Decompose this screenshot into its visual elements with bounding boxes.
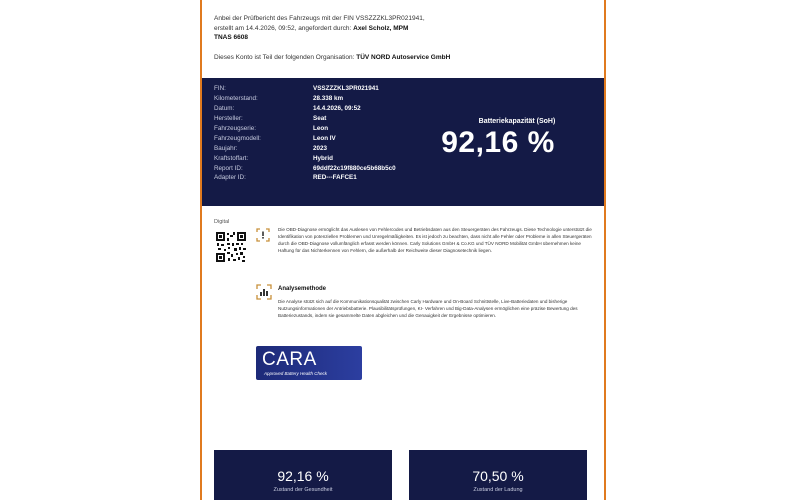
vehicle-info-value: 28.338 km bbox=[313, 95, 344, 103]
vehicle-info-row bbox=[214, 143, 396, 153]
vehicle-info-row bbox=[214, 84, 396, 94]
vehicle-info-key: Kraftstoffart: bbox=[214, 154, 249, 162]
kpi-card-soh bbox=[214, 450, 392, 500]
organization-line bbox=[214, 54, 450, 61]
cara-logo bbox=[256, 346, 362, 380]
vehicle-info-row bbox=[214, 104, 396, 114]
vehicle-info-row bbox=[214, 94, 396, 104]
soh-value: 92,16 % bbox=[441, 126, 555, 159]
vehicle-info-row bbox=[214, 153, 396, 163]
organization-prefix: Dieses Konto ist Teil der folgenden Organisation: bbox=[214, 54, 355, 61]
intro-text bbox=[214, 14, 594, 43]
vehicle-info-key: Baujahr: bbox=[214, 144, 238, 152]
requester-id: TNAS 6608 bbox=[214, 34, 248, 41]
kpi-value: 92,16 % bbox=[277, 468, 329, 484]
vehicle-info-key: Hersteller: bbox=[214, 115, 243, 123]
vehicle-info-value: Leon IV bbox=[313, 134, 336, 142]
soh-label: Batteriekapazität (SoH) bbox=[478, 118, 556, 125]
vehicle-info-row bbox=[214, 173, 396, 183]
vehicle-info-row bbox=[214, 163, 396, 173]
vehicle-info-key: Report ID: bbox=[214, 164, 243, 172]
qr-code-icon bbox=[215, 231, 247, 263]
cara-logo-title: CARA bbox=[262, 349, 317, 370]
intro-line-3 bbox=[214, 33, 594, 43]
organization-name: TÜV NORD Autoservice GmbH bbox=[356, 54, 451, 61]
vehicle-info-value: 14.4.2026, 09:52 bbox=[313, 105, 361, 113]
intro-line-2 bbox=[214, 24, 594, 34]
requester-name: Axel Scholz, MPM bbox=[353, 24, 409, 32]
kpi-value: 70,50 % bbox=[472, 468, 524, 484]
page-frame-right bbox=[604, 0, 606, 500]
vehicle-info-value: Hybrid bbox=[313, 154, 333, 162]
vehicle-info-value: Leon bbox=[313, 125, 329, 132]
kpi-label: Zustand der Gesundheit bbox=[273, 487, 333, 493]
vehicle-info-key: Adapter ID: bbox=[214, 174, 246, 182]
warning-document-icon bbox=[256, 228, 270, 242]
vehicle-info-value: RED---FAFCE1 bbox=[313, 174, 357, 182]
vehicle-info-key: Datum: bbox=[214, 105, 235, 113]
cara-logo-subtitle: Approved Battery Health Check bbox=[264, 371, 328, 376]
vehicle-info-value: 2023 bbox=[313, 144, 328, 152]
vehicle-info-panel bbox=[202, 78, 604, 206]
analysis-text: Die Analyse stützt sich auf die Kommunikationsqualität zwischen Carly Hardware und On-Board Schnittstelle, Live-Batteriedaten und bisherige Nutzungsinformationen der Antriebsbatterie. Plausibilitätsprüfungen, KI- Verfahren und Big-Data-Analysen ermöglichen eine präzise Bewertung des Batteriezustands, indem sie gesammelte Daten abgleichen und die Genauigkeit der Ergebnisse optimieren. bbox=[278, 299, 578, 318]
vehicle-info-table bbox=[214, 84, 396, 183]
vehicle-info-value: VSSZZZKL3PR021941 bbox=[313, 85, 379, 93]
vehicle-info-value: Seat bbox=[313, 115, 327, 123]
vehicle-info-key: FIN: bbox=[214, 85, 226, 93]
vehicle-info-row bbox=[214, 114, 396, 124]
kpi-card-soc bbox=[409, 450, 587, 500]
analysis-title: Analysemethode bbox=[278, 286, 327, 292]
kpi-label: Zustand der Ladung bbox=[473, 487, 523, 493]
obd-disclaimer-text: Die OBD-Diagnose ermöglicht das Auslesen von Fehlercodes und Betriebsdaten aus den Steuergeräten des Fahrzeugs. Diese Technologie unterstützt die Identifikation von potenziellen Problemen und Unregelmäßigkeiten. Es ist jedoch zu beachten, dass nicht alle Fehler oder Probleme in allen Steuergeräten durch die OBD-Diagnose vollumfänglich erfasst werden können. Carly Solutions GmbH & Co.KG und TÜV NORD Mobilität GmbH übernehmen keine Haftung für das Nichterkennen von Fehlern, die außerhalb der Reichweite dieser Diagnosetechnik liegen. bbox=[278, 227, 592, 253]
digital-label: Digital bbox=[214, 219, 230, 225]
vehicle-info-key: Fahrzeugserie: bbox=[214, 125, 256, 132]
vehicle-info-key: Kilometerstand: bbox=[214, 95, 258, 103]
vehicle-info-key: Fahrzeugmodell: bbox=[214, 134, 261, 142]
vehicle-info-row bbox=[214, 133, 396, 143]
vehicle-info-row bbox=[214, 124, 396, 134]
analysis-chart-icon bbox=[256, 284, 272, 300]
vehicle-info-value: 69ddf22c19f880ce5b68b5c0 bbox=[313, 164, 396, 172]
page-frame-left bbox=[200, 0, 202, 500]
intro-created-text: erstellt am 14.4.2026, 09:52, angefordert durch: bbox=[214, 24, 352, 32]
intro-line-1: Anbei der Prüfbericht des Fahrzeugs mit der FIN VSSZZZKL3PR021941, bbox=[214, 15, 425, 22]
